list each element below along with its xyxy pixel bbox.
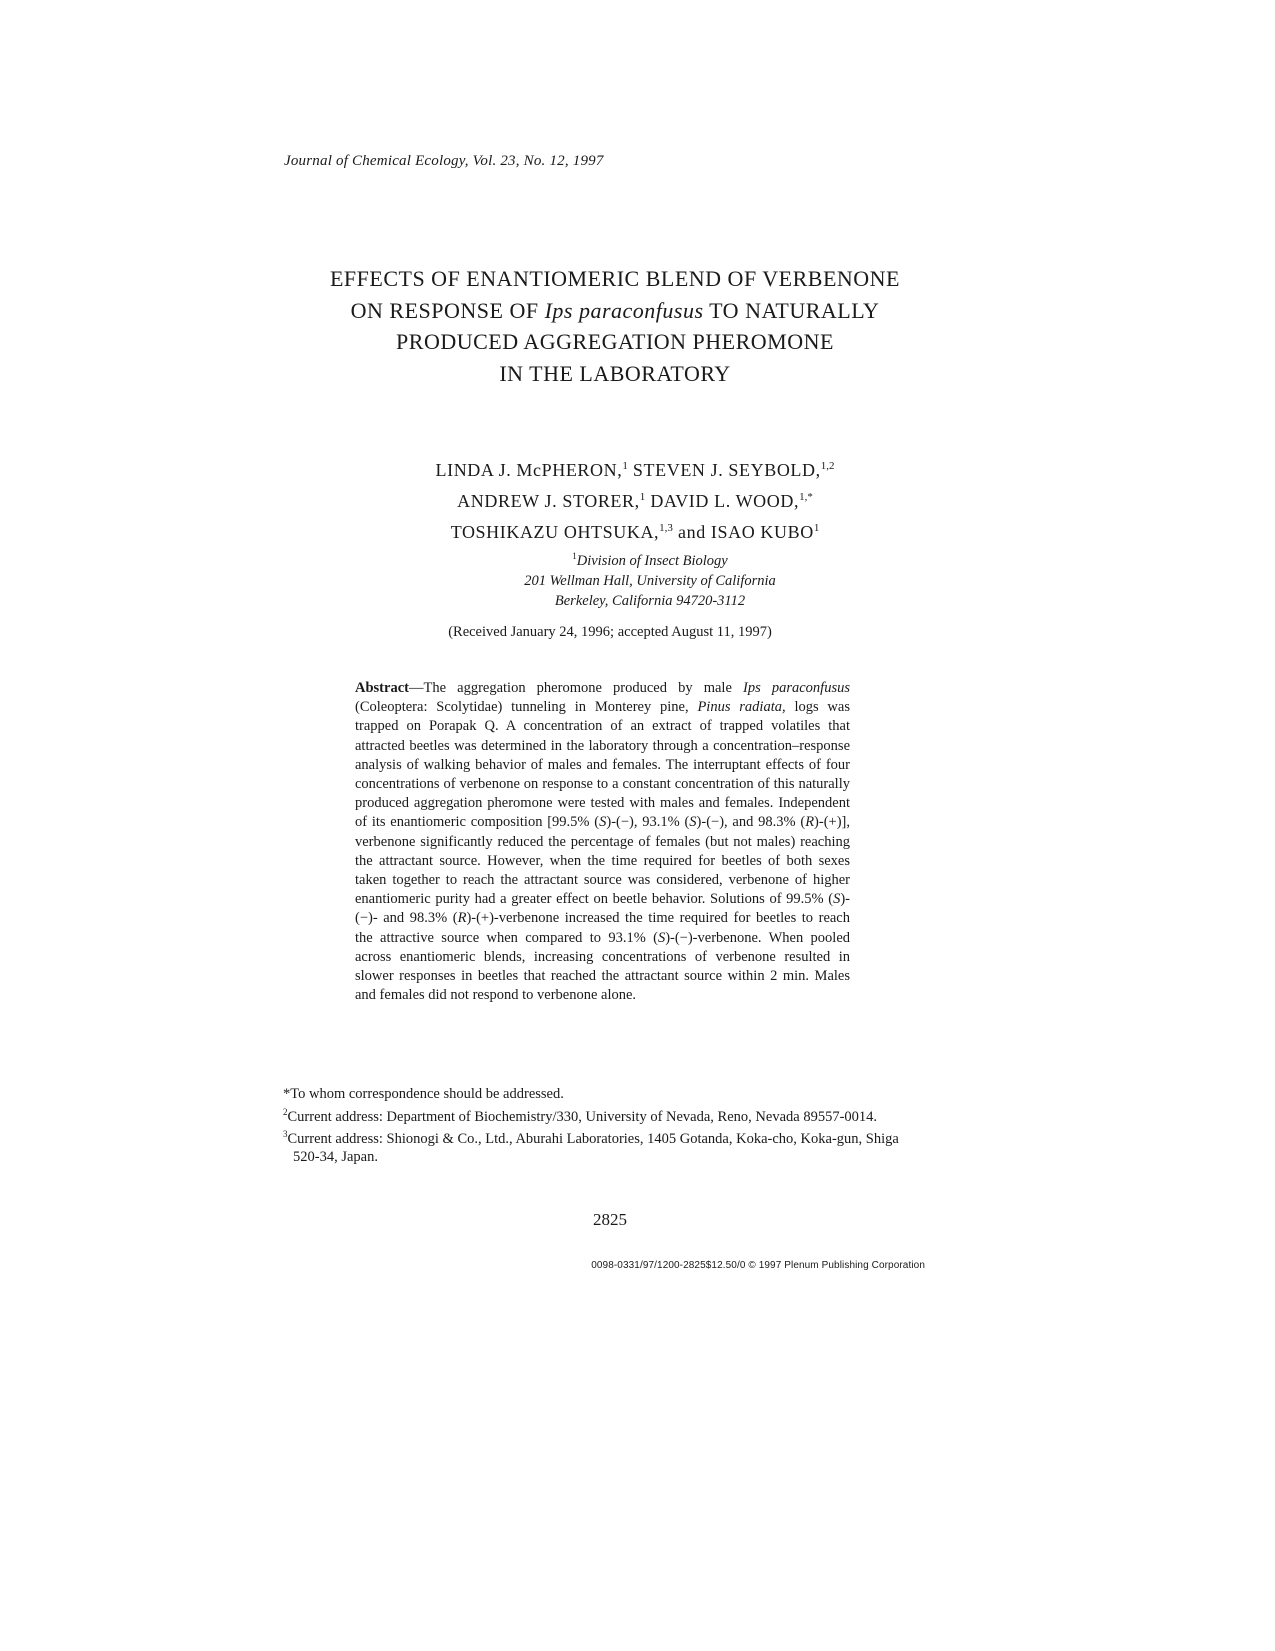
footnote-text: Current address: Department of Biochemistry/330, University of Nevada, Reno, Nevada 89557-0014. bbox=[287, 1108, 878, 1125]
title-line-4: IN THE LABORATORY bbox=[499, 360, 731, 386]
title-line-2 bbox=[260, 295, 970, 327]
author-line-1 bbox=[300, 453, 970, 484]
footnote-superscript: 3 bbox=[283, 1129, 288, 1139]
title-line-2-pre: ON RESPONSE OF bbox=[350, 297, 545, 323]
affiliation-department: Division of Insect Biology bbox=[576, 553, 728, 569]
abstract-text: )-(+)], verbenone significantly reduced the percentage of females (but not males) reaching the attractant source. However, when the time required for beetles of both sexes taken together to reach the attractant source was considered, verbenone of higher enantiomeric purity had a greater effect on beetle behavior. Solutions of 99.5% ( bbox=[355, 814, 850, 908]
paper-title bbox=[260, 263, 970, 389]
abstract-label: Abstract bbox=[355, 680, 409, 696]
author-name: LINDA J. McPHERON, bbox=[435, 460, 623, 480]
abstract-italic: S bbox=[689, 814, 697, 831]
abstract bbox=[355, 679, 850, 1005]
author-superscript: 1 bbox=[813, 522, 820, 534]
abstract-text: )-(−), 93.1% ( bbox=[606, 814, 690, 831]
abstract-text: )-(−)-verbenone. When pooled across enantiomeric blends, increasing concentrations of verbenone resulted in slower responses in beetles that reached the attractant source within 2 min. Males and females did not respond to verbenone alone. bbox=[355, 929, 850, 1004]
author-name: TOSHIKAZU OHTSUKA, bbox=[450, 522, 660, 542]
footnote-correspondence: *To whom correspondence should be addressed. bbox=[283, 1086, 564, 1102]
copyright-line: 0098-0331/97/1200-2825$12.50/0 © 1997 Plenum Publishing Corporation bbox=[591, 1260, 925, 1271]
affiliation-line-2: 201 Wellman Hall, University of California bbox=[524, 573, 776, 589]
author-name: and ISAO KUBO bbox=[672, 522, 814, 542]
affiliation bbox=[400, 546, 900, 611]
abstract-italic: Ips paraconfusus bbox=[743, 680, 850, 696]
species-name: Ips paraconfusus bbox=[544, 297, 704, 323]
abstract-italic: S bbox=[657, 929, 666, 946]
footnote-text: Current address: Shionogi & Co., Ltd., Aburahi Laboratories, 1405 Gotanda, Koka-cho, Koka-gun, Shiga 520-34, Japan. bbox=[287, 1131, 899, 1165]
page-number: 2825 bbox=[593, 1210, 627, 1229]
author-name: STEVEN J. SEYBOLD, bbox=[627, 460, 821, 480]
abstract-text: , logs was trapped on Porapak Q. A concentration of an extract of trapped volatiles that attracted beetles was determined in the laboratory through a concentration–response analysis of walking behavior of males and females. The interruptant effects of four concentrations of verbenone on response to a constant concentration of this naturally produced aggregation pheromone were tested with males and females. Independent of its enantiomeric composition [99.5% ( bbox=[355, 699, 850, 831]
abstract-italic: S bbox=[599, 814, 607, 831]
abstract-text: (Coleoptera: Scolytidae) tunneling in Monterey pine, bbox=[355, 699, 698, 716]
footnote-address-3 bbox=[283, 1126, 925, 1166]
author-superscript: 1 bbox=[622, 460, 628, 472]
title-line-3: PRODUCED AGGREGATION PHEROMONE bbox=[396, 329, 834, 354]
author-line-3 bbox=[300, 515, 970, 546]
abstract-text: )-(+)-verbenone increased the time required for beetles to reach the attractive source when compared to 93.1% ( bbox=[355, 910, 850, 946]
title-line-2-post: TO NATURALLY bbox=[703, 297, 880, 323]
journal-citation: Journal of Chemical Ecology, Vol. 23, No. 12, 1997 bbox=[284, 153, 604, 169]
author-list bbox=[300, 453, 970, 546]
author-superscript: 1,3 bbox=[659, 522, 673, 534]
footnote-superscript: 2 bbox=[283, 1106, 288, 1117]
abstract-italic: R bbox=[805, 814, 815, 831]
author-name: DAVID L. WOOD, bbox=[645, 491, 800, 511]
abstract-italic: S bbox=[833, 891, 841, 908]
footnote-address-2 bbox=[283, 1104, 925, 1127]
author-superscript: 1,* bbox=[799, 491, 813, 503]
abstract-text: )-(−), and 98.3% ( bbox=[696, 814, 806, 831]
abstract-italic: Pinus radiata bbox=[697, 699, 782, 716]
author-superscript: 1,2 bbox=[820, 460, 835, 472]
affiliation-superscript: 1 bbox=[572, 551, 577, 561]
abstract-text: —The aggregation pheromone produced by male bbox=[408, 680, 744, 696]
abstract-italic: R bbox=[457, 910, 467, 927]
author-line-2 bbox=[300, 484, 970, 515]
footnotes bbox=[283, 1086, 925, 1166]
author-superscript: 1 bbox=[639, 491, 646, 503]
received-dates: (Received January 24, 1996; accepted August 11, 1997) bbox=[448, 624, 772, 640]
title-line-1: EFFECTS OF ENANTIOMERIC BLEND OF VERBENONE bbox=[329, 266, 900, 291]
author-name: ANDREW J. STORER, bbox=[457, 491, 640, 511]
affiliation-line-1 bbox=[400, 546, 900, 571]
abstract-text: )-(−)- and 98.3% ( bbox=[355, 891, 850, 927]
affiliation-line-3: Berkeley, California 94720-3112 bbox=[554, 593, 746, 609]
